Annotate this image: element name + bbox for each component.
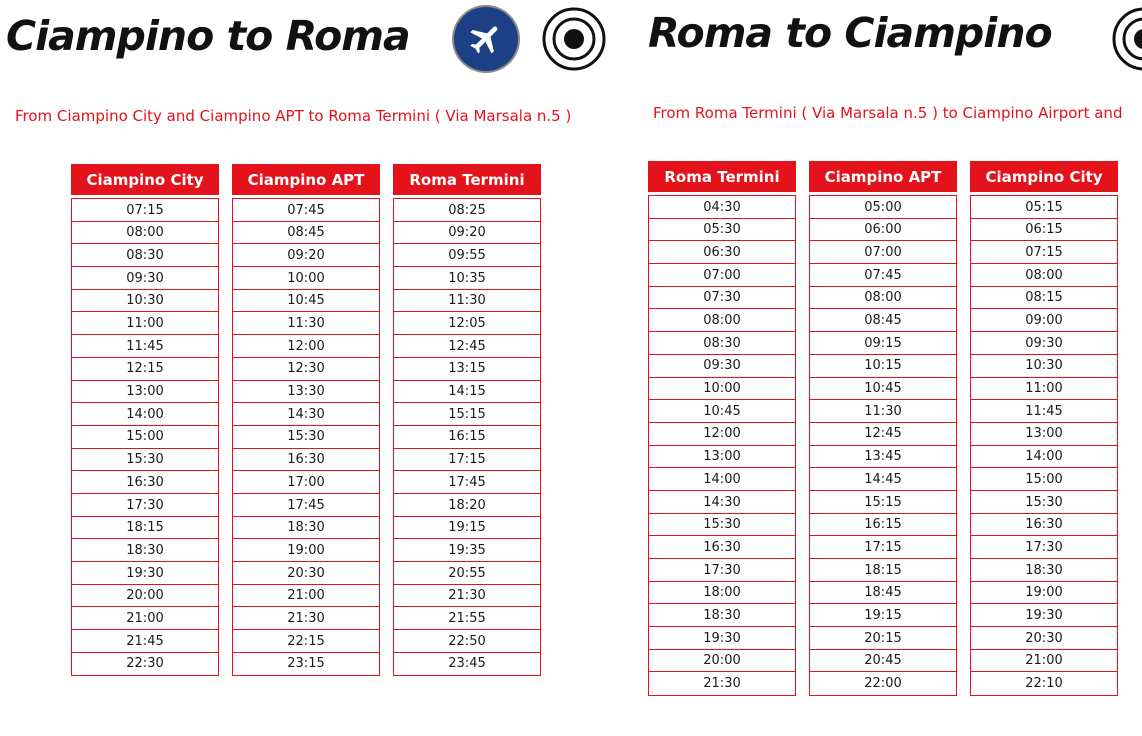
time-cell: 17:45: [393, 470, 541, 494]
column-header: Ciampino APT: [809, 161, 957, 192]
time-cell: 09:15: [809, 331, 957, 355]
time-cell: 19:30: [970, 603, 1118, 627]
column-header: Roma Termini: [393, 164, 541, 195]
target-icon: [542, 7, 606, 71]
time-cell: 14:00: [970, 445, 1118, 469]
time-cell: 12:45: [809, 422, 957, 446]
time-cell: 18:30: [648, 603, 796, 627]
time-cell: 10:00: [648, 377, 796, 401]
time-cell: 15:15: [393, 402, 541, 426]
time-cell: 06:00: [809, 218, 957, 242]
time-cell: 18:30: [970, 558, 1118, 582]
time-cell: 06:15: [970, 218, 1118, 242]
time-cell: 11:00: [970, 377, 1118, 401]
right-title: Roma to Ciampino: [648, 9, 1052, 57]
time-cell: 14:30: [648, 490, 796, 514]
time-cell: 08:00: [809, 286, 957, 310]
time-cell: 15:30: [970, 490, 1118, 514]
time-cell: 08:25: [393, 198, 541, 222]
time-cell: 18:30: [71, 538, 219, 562]
left-title: Ciampino to Roma: [6, 12, 410, 60]
time-cell: 10:00: [232, 266, 380, 290]
time-cell: 17:45: [232, 493, 380, 517]
time-cell: 16:15: [393, 425, 541, 449]
time-cell: 18:45: [809, 581, 957, 605]
time-cell: 08:45: [809, 308, 957, 332]
time-cell: 08:00: [648, 308, 796, 332]
time-cell: 09:00: [970, 308, 1118, 332]
time-cell: 15:00: [970, 467, 1118, 491]
time-cell: 15:00: [71, 425, 219, 449]
time-cell: 07:00: [809, 240, 957, 264]
time-cell: 22:50: [393, 629, 541, 653]
time-list: [648, 195, 796, 696]
time-cell: 10:45: [809, 377, 957, 401]
time-cell: 07:15: [71, 198, 219, 222]
column-header: Roma Termini: [648, 161, 796, 192]
time-cell: 11:45: [970, 399, 1118, 423]
left-column-2: [393, 164, 541, 676]
time-cell: 13:45: [809, 445, 957, 469]
time-cell: 20:30: [970, 626, 1118, 650]
time-cell: 08:15: [970, 286, 1118, 310]
time-cell: 07:45: [232, 198, 380, 222]
time-cell: 11:45: [71, 334, 219, 358]
time-cell: 07:30: [648, 286, 796, 310]
time-cell: 19:30: [71, 561, 219, 585]
time-cell: 19:00: [232, 538, 380, 562]
time-cell: 18:15: [71, 516, 219, 540]
time-cell: 19:00: [970, 581, 1118, 605]
time-cell: 23:15: [232, 652, 380, 676]
column-header: Ciampino City: [970, 161, 1118, 192]
time-cell: 08:45: [232, 221, 380, 245]
time-cell: 08:30: [648, 331, 796, 355]
time-cell: 05:00: [809, 195, 957, 219]
time-cell: 16:30: [71, 470, 219, 494]
time-cell: 11:30: [393, 289, 541, 313]
time-cell: 12:15: [71, 357, 219, 381]
time-cell: 17:15: [809, 535, 957, 559]
time-list: [970, 195, 1118, 696]
time-cell: 20:00: [648, 649, 796, 673]
time-cell: 21:55: [393, 606, 541, 630]
time-cell: 10:30: [71, 289, 219, 313]
time-cell: 18:20: [393, 493, 541, 517]
time-cell: 22:30: [71, 652, 219, 676]
time-cell: 20:30: [232, 561, 380, 585]
time-cell: 15:15: [809, 490, 957, 514]
time-cell: 16:30: [970, 513, 1118, 537]
time-cell: 21:30: [232, 606, 380, 630]
time-cell: 19:15: [809, 603, 957, 627]
time-cell: 17:00: [232, 470, 380, 494]
right-column-1: [809, 161, 957, 696]
time-cell: 14:30: [232, 402, 380, 426]
time-cell: 19:15: [393, 516, 541, 540]
time-cell: 17:30: [71, 493, 219, 517]
time-list: [809, 195, 957, 696]
time-cell: 20:55: [393, 561, 541, 585]
time-cell: 17:30: [648, 558, 796, 582]
time-cell: 21:00: [970, 649, 1118, 673]
time-cell: 09:30: [970, 331, 1118, 355]
time-cell: 15:30: [71, 448, 219, 472]
right-column-0: [648, 161, 796, 696]
time-cell: 18:00: [648, 581, 796, 605]
time-cell: 23:45: [393, 652, 541, 676]
time-cell: 08:00: [970, 263, 1118, 287]
time-cell: 16:30: [232, 448, 380, 472]
time-cell: 19:30: [648, 626, 796, 650]
time-cell: 20:00: [71, 584, 219, 608]
time-cell: 07:15: [970, 240, 1118, 264]
airplane-icon: [454, 7, 518, 71]
time-cell: 10:45: [648, 399, 796, 423]
time-list: [232, 198, 380, 676]
time-cell: 04:30: [648, 195, 796, 219]
time-cell: 05:15: [970, 195, 1118, 219]
time-cell: 13:00: [71, 380, 219, 404]
time-cell: 14:15: [393, 380, 541, 404]
time-cell: 16:15: [809, 513, 957, 537]
time-cell: 18:30: [232, 516, 380, 540]
time-cell: 10:35: [393, 266, 541, 290]
time-cell: 20:45: [809, 649, 957, 673]
time-cell: 09:20: [232, 243, 380, 267]
left-column-0: [71, 164, 219, 676]
time-cell: 17:30: [970, 535, 1118, 559]
time-cell: 07:45: [809, 263, 957, 287]
time-cell: 21:00: [232, 584, 380, 608]
time-cell: 08:30: [71, 243, 219, 267]
time-cell: 21:30: [648, 671, 796, 695]
time-cell: 09:30: [648, 354, 796, 378]
time-cell: 12:00: [648, 422, 796, 446]
time-cell: 05:30: [648, 218, 796, 242]
time-cell: 22:10: [970, 671, 1118, 695]
time-cell: 12:45: [393, 334, 541, 358]
time-cell: 13:15: [393, 357, 541, 381]
time-cell: 09:55: [393, 243, 541, 267]
right-column-2: [970, 161, 1118, 696]
time-cell: 16:30: [648, 535, 796, 559]
time-cell: 15:30: [232, 425, 380, 449]
column-header: Ciampino APT: [232, 164, 380, 195]
time-cell: 10:30: [970, 354, 1118, 378]
left-subtitle: From Ciampino City and Ciampino APT to Roma Termini ( Via Marsala n.5 ): [15, 107, 572, 125]
time-cell: 08:00: [71, 221, 219, 245]
time-cell: 21:00: [71, 606, 219, 630]
time-cell: 19:35: [393, 538, 541, 562]
time-cell: 09:20: [393, 221, 541, 245]
time-cell: 22:15: [232, 629, 380, 653]
time-cell: 10:45: [232, 289, 380, 313]
time-cell: 13:30: [232, 380, 380, 404]
time-cell: 14:00: [71, 402, 219, 426]
time-cell: 11:30: [232, 311, 380, 335]
left-column-1: [232, 164, 380, 676]
time-cell: 17:15: [393, 448, 541, 472]
time-cell: 09:30: [71, 266, 219, 290]
time-cell: 06:30: [648, 240, 796, 264]
time-cell: 13:00: [970, 422, 1118, 446]
time-cell: 12:30: [232, 357, 380, 381]
right-subtitle: From Roma Termini ( Via Marsala n.5 ) to Ciampino Airport and: [653, 104, 1123, 122]
time-cell: 21:45: [71, 629, 219, 653]
time-cell: 07:00: [648, 263, 796, 287]
time-cell: 11:00: [71, 311, 219, 335]
time-cell: 14:00: [648, 467, 796, 491]
time-cell: 11:30: [809, 399, 957, 423]
column-header: Ciampino City: [71, 164, 219, 195]
time-cell: 20:15: [809, 626, 957, 650]
time-cell: 22:00: [809, 671, 957, 695]
time-cell: 10:15: [809, 354, 957, 378]
time-cell: 12:05: [393, 311, 541, 335]
time-cell: 12:00: [232, 334, 380, 358]
time-cell: 13:00: [648, 445, 796, 469]
time-list: [393, 198, 541, 676]
time-cell: 21:30: [393, 584, 541, 608]
time-cell: 14:45: [809, 467, 957, 491]
time-cell: 18:15: [809, 558, 957, 582]
target-icon-right: [1112, 7, 1142, 71]
time-list: [71, 198, 219, 676]
time-cell: 15:30: [648, 513, 796, 537]
